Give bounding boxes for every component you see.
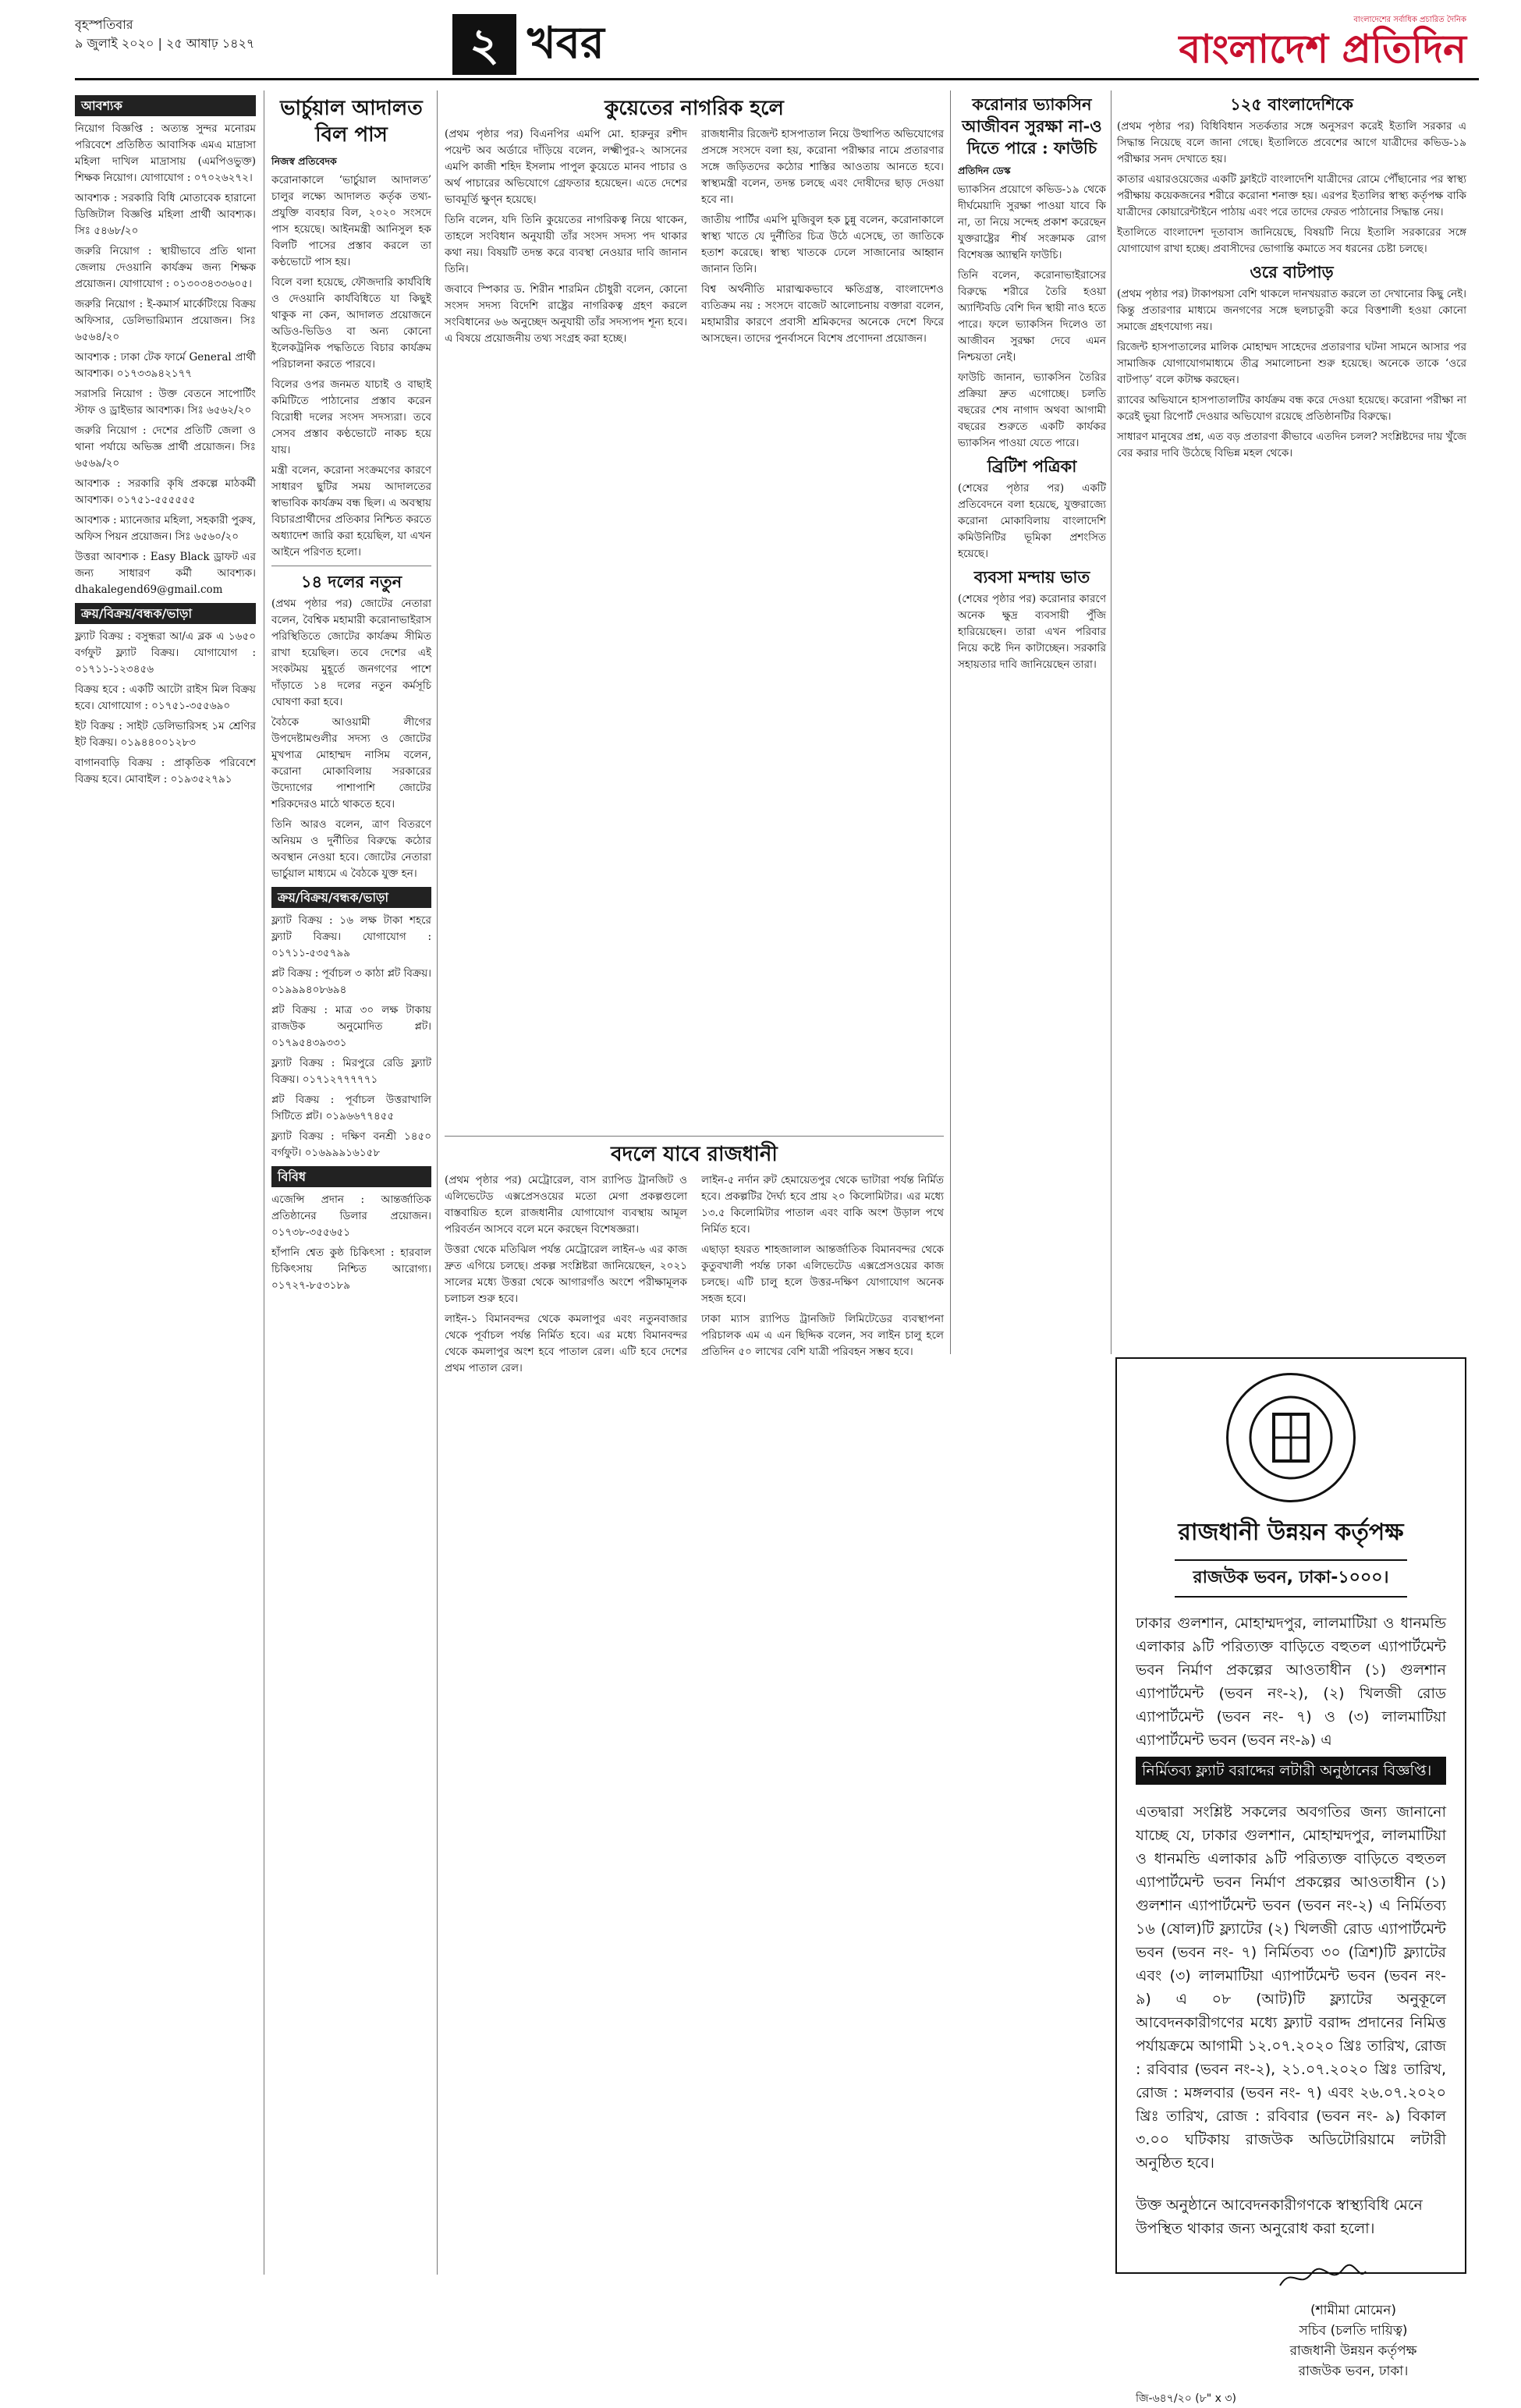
paragraph: রিজেন্ট হাসপাতালের মালিক মোহাম্মদ সাহেদের প্রতারণার ঘটনা সামনে আসার পর সামাজিক যোগাযোগমাধ্যমে তীব্র সমালোচনা শুরু হয়েছে। অনেকে তাকে ‘ওরে বাটপাড়’ বলে কটাক্ষ করছেন। [1117, 341, 1466, 386]
signer-title: সচিব (চলতি দায়িত্ব) [1299, 2323, 1408, 2339]
column-divider [437, 90, 438, 2275]
classified-item: ফ্ল্যাট বিক্রয় : মিরপুরে রেডি ফ্ল্যাট বিক্রয়। ০১৭১২৭৭৭৭৭১ [271, 1057, 431, 1086]
classifieds-2-title: ক্রয়/বিক্রয়/বন্ধক/ভাড়া [271, 887, 431, 908]
paragraph: করোনাকালে ‘ভার্চুয়াল আদালত’ চালুর লক্ষ্যে আদালত কর্তৃক তথ্য-প্রযুক্তি ব্যবহার বিল, ২০২০ সংসদে পাস হয়েছে। আইনমন্ত্রী আনিসুল হক বিলটি পাসের প্রস্তাব করলে তা কণ্ঠভোটে পাস হয়। [271, 174, 431, 268]
paragraph: বিলের ওপর জনমত যাচাই ও বাছাই কমিটিতে পাঠানোর প্রস্তাব করেন বিরোধী দলের সংসদ সদস্যরা। তবে সেসব প্রস্তাব কণ্ঠভোটে নাকচ হয়ে যায়। [271, 378, 431, 456]
ad-signer [1260, 2300, 1446, 2381]
virtual-court-byline: নিজস্ব প্রতিবেদক [271, 155, 337, 167]
masthead-date [75, 16, 254, 53]
paragraph: কাতার এয়ারওয়েজের একটি ফ্লাইটে বাংলাদেশি যাত্রীদের রোমে পৌঁছানোর পর স্বাস্থ্য পরীক্ষায় কয়েকজনের শরীরে করোনা শনাক্ত হয়। এরপর ইতালির স্বাস্থ্য কর্তৃপক্ষ বাকি যাত্রীদের কোয়ারেন্টাইনে পাঠায় এবং পরে তাদের ফেরত পাঠানোর সিদ্ধান্ত নেয়। [1117, 173, 1466, 218]
classified-item: প্লট বিক্রয় : মাত্র ৩০ লক্ষ টাকায় রাজউক অনুমোদিত প্লট। ০১৭৯৫৪৩৯৩৩১ [271, 1004, 431, 1049]
ad-ref: জি-৬৪৭/২০ (৮" x ৩) [1136, 2392, 1236, 2405]
paragraph: (প্রথম পৃষ্ঠার পর) জোটের নেতারা বলেন, বৈশ্বিক মহামারী করোনাভাইরাস পরিস্থিতিতে জোটের কার্যক্রম সীমিত রাখা হয়েছিল। তবে দেশের এই সংকটময় মুহূর্তে জনগণের পাশে দাঁড়াতে ১৪ দলের নতুন কর্মসূচি ঘোষণা করা হবে। [271, 598, 431, 708]
signer-name: (শামীমা মোমেন) [1310, 2303, 1396, 2318]
section-title: খবর [527, 17, 604, 69]
paragraph: বিশ্ব অর্থনীতি মারাত্মকভাবে ক্ষতিগ্রস্ত, বাংলাদেশও ব্যতিক্রম নয় : সংসদে বাজেট আলোচনায় বক্তারা বলেন, মহামারীর কারণে প্রবাসী শ্রমিকদের অনেকে দেশে ফিরে আসছেন। তাদের পুনর্বাসনে বিশেষ প্রণোদনা প্রয়োজন। [701, 283, 944, 345]
vaccine-title: করোনার ভ্যাকসিন আজীবন সুরক্ষা না-ও দিতে পারে : ফাউচি [962, 94, 1102, 158]
paragraph: এছাড়া হযরত শাহজালাল আন্তর্জাতিক বিমানবন্দর থেকে কুতুবখালী পর্যন্ত ঢাকা এলিভেটেড এক্সপ্রেসওয়ের কাজ চলছে। এটি চালু হলে উত্তর-দক্ষিণ যোগাযোগ অনেক সহজ হবে। [701, 1243, 944, 1305]
classified-item: হাঁপানি শ্বেত কুষ্ঠ চিকিৎসা : হারবাল চিকিৎসায় নিশ্চিত আরোগ্য। ০১৭২৭-৮৫৩১৮৯ [271, 1247, 431, 1292]
misc-list [271, 1192, 431, 1294]
paragraph: (শেষের পৃষ্ঠার পর) করোনার কারণে অনেক ক্ষুদ্র ব্যবসায়ী পুঁজি হারিয়েছেন। তারা এখন পরিবার নিয়ে কষ্টে দিন কাটাচ্ছেন। সরকারি সহায়তার দাবি জানিয়েছেন তারা। [958, 593, 1106, 671]
classified-item: ফ্ল্যাট বিক্রয় : ১৬ লক্ষ টাকা শহরে ফ্ল্যাট বিক্রয়। যোগাযোগ : ০১৭১১-৫৩৫৭৯৯ [271, 914, 431, 959]
classified-item: বাগানবাড়ি বিক্রয় : প্রাকৃতিক পরিবেশে বিক্রয় হবে। মোবাইল : ০১৯৩৫২৭৯১ [75, 757, 256, 786]
paragraph: (প্রথম পৃষ্ঠার পর) বিধিবিধান সতর্কতার সঙ্গে অনুসরণ করেই ইতালি সরকার এ সিদ্ধান্ত নিয়েছে বলে জানা গেছে। ইতালিতে প্রবেশের আগে যাত্রীদের কভিড-১৯ পরীক্ষার সনদ দেখাতে হয়। [1117, 120, 1466, 165]
classified-item: আবশ্যক : সরকারি কৃষি প্রকল্পে মাঠকর্মী আবশ্যক। ০১৭৫১-৫৫৫৫৫৫ [75, 477, 256, 506]
page-number: ২ [452, 14, 516, 75]
ad-org: রাজধানী উন্নয়ন কর্তৃপক্ষ [1178, 1519, 1404, 1546]
brand [1179, 14, 1466, 71]
paragraph: (শেষের পৃষ্ঠার পর) একটি প্রতিবেদনে বলা হয়েছে, যুক্তরাজ্যে করোনা মোকাবিলায় বাংলাদেশি কমিউনিটির ভূমিকা প্রশংসিত হয়েছে। [958, 482, 1106, 560]
classifieds-list-1 [75, 121, 256, 598]
ad-band: নির্মিতব্য ফ্ল্যাট বরাদ্দের লটারী অনুষ্ঠানের বিজ্ঞপ্তি। [1136, 1757, 1446, 1785]
rajuk-logo-icon [1226, 1373, 1356, 1502]
paragraph: (প্রথম পৃষ্ঠার পর) বিএনপির এমপি মো. হারুনুর রশীদ পয়েন্ট অব অর্ডারে দাঁড়িয়ে বলেন, লক্ষ্মীপুর-২ আসনের এমপি কাজী শহিদ ইসলাম পাপুল কুয়েতে মানব পাচার ও অর্থ পাচারের অভিযোগে গ্রেফতার হয়েছেন। এতে দেশের ভাবমূর্তি ক্ষুণ্ন হয়েছে। [445, 128, 687, 206]
bangladeshi-story [1117, 90, 1466, 1339]
ad-address: রাজউক ভবন, ঢাকা-১০০০। [1175, 1559, 1407, 1598]
capital-story [445, 1131, 944, 2270]
paragraph: (প্রথম পৃষ্ঠার পর) টাকাপয়সা বেশি থাকলে দানখয়রাত করলে তা দেখানোর কিছু নেই। কিন্তু প্রতারণার মাধ্যমে জনগণের সঙ্গে ছলচাতুরী করে বিত্তশালী হওয়া কোনো সমাজে গ্রহণযোগ্য নয়। [1117, 288, 1466, 333]
paragraph: লাইন-১ বিমানবন্দর থেকে কমলাপুর এবং নতুনবাজার থেকে পূর্বাচল পর্যন্ত নির্মিত হবে। এর মধ্যে বিমানবন্দর থেকে কমলাপুর অংশ হবে পাতাল রেল। এটি হবে দেশের প্রথম পাতাল রেল। [445, 1313, 687, 1374]
classified-item: নিয়োগ বিজ্ঞপ্তি : অত্যন্ত সুন্দর মনোরম পরিবেশে প্রতিষ্ঠিত আবাসিক এমএ মাদ্রাসা মহিলা দাখিল মাদ্রাসায় (এমপিওভুক্ত) শিক্ষক নিয়োগ। যোগাযোগ : ০৭০২৬২৭২। [75, 122, 256, 184]
signer-org: রাজধানী উন্নয়ন কর্তৃপক্ষ [1289, 2343, 1417, 2359]
classified-item: প্লট বিক্রয় : পূর্বাচল ৩ কাঠা প্লট বিক্রয়। ০১৯৯৯৪০৮৬৯৪ [271, 967, 431, 996]
virtual-court-body [271, 172, 431, 561]
business-title: ব্যবসা মন্দায় ভাত [973, 567, 1090, 587]
classified-item: এজেন্সি প্রদান : আন্তর্জাতিক প্রতিষ্ঠানের ডিলার প্রয়োজন। ০১৭৩৮-৩৫৫৬৫১ [271, 1193, 431, 1239]
classified-item: বিক্রয় হবে : একটি আটো রাইস মিল বিক্রয় হবে। যোগাযোগ : ০১৭৫১-৩৫৫৬৯০ [75, 683, 256, 712]
paragraph: ঢাকা ম্যাস র‌্যাপিড ট্রানজিট লিমিটেডের ব্যবস্থাপনা পরিচালক এম এ এন ছিদ্দিক বলেন, সব লাইন চালু হলে প্রতিদিন ৫০ লাখের বেশি যাত্রী পরিবহন সম্ভব হবে। [701, 1313, 944, 1358]
capital-title: বদলে যাবে রাজধানী [611, 1143, 778, 1166]
masthead-date-text: ৯ জুলাই ২০২০ | ২৫ আষাঢ় ১৪২৭ [75, 36, 255, 51]
paragraph: তিনি বলেন, করোনাভাইরাসের বিরুদ্ধে শরীরে তৈরি হওয়া অ্যান্টিবডি বেশি দিন স্থায়ী নাও হতে পারে। ফলে ভ্যাকসিন দিলেও তা আজীবন সুরক্ষা দেবে এমন নিশ্চয়তা নেই। [958, 269, 1106, 364]
signer-addr: রাজউক ভবন, ঢাকা। [1298, 2364, 1409, 2379]
paragraph: ফাউচি জানান, ভ্যাকসিন তৈরির প্রক্রিয়া দ্রুত এগোচ্ছে। চলতি বছরের শেষ নাগাদ অথবা আগামী বছরের শুরুতে একটি কার্যকর ভ্যাকসিন পাওয়া যেতে পারে। [958, 371, 1106, 449]
paragraph: তিনি আরও বলেন, ত্রাণ বিতরণে অনিয়ম ও দুর্নীতির বিরুদ্ধে কঠোর অবস্থান নেওয়া হবে। জোটের নেতারা ভার্চুয়াল মাধ্যমে এ বৈঠকে যুক্ত হন। [271, 818, 431, 880]
paragraph: তিনি বলেন, যদি তিনি কুয়েতের নাগরিকত্ব নিয়ে থাকেন, তাহলে সংবিধান অনুযায়ী তাঁর সংসদ সদস্য পদ থাকার কথা নয়। বিষয়টি তদন্ত করে ব্যবস্থা নেওয়ার দাবি জানান তিনি। [445, 214, 687, 275]
paragraph: সাধারণ মানুষের প্রশ্ন, এত বড় প্রতারণা কীভাবে এতদিন চলল? সংশ্লিষ্টদের দায় খুঁজে বের করার দাবি উঠেছে বিভিন্ন মহল থেকে। [1117, 431, 1466, 459]
business-body [958, 591, 1106, 673]
fourteen-party-body [271, 596, 431, 882]
fourteen-party-title: ১৪ দলের নতুন [300, 572, 402, 591]
classified-item: উত্তরা আবশ্যক : Easy Black ড্রাফট এর জন্য সাধারণ কর্মী আবশ্যক। dhakalegend69@gmail.com [75, 551, 256, 596]
paragraph: মন্ত্রী বলেন, করোনা সংক্রমণের কারণে সাধারণ ছুটির সময় আদালতের স্বাভাবিক কার্যক্রম বন্ধ ছিল। এ অবস্থায় বিচারপ্রার্থীদের প্রতিকার নিশ্চিত করতে অধ্যাদেশ জারি করা হয়েছিল, যা এখন আইনে পরিণত হলো। [271, 464, 431, 559]
vaccine-byline: প্রতিদিন ডেস্ক [958, 165, 1011, 176]
classified-item: জরুরি নিয়োগ : ই-কমার্স মার্কেটিংয়ে বিক্রয় অফিসার, ডেলিভারিম্যান প্রয়োজন। সিঃ ৬৫৬৪/২০ [75, 298, 256, 343]
ad-body: এতদ্বারা সংশ্লিষ্ট সকলের অবগতির জন্য জানানো যাচ্ছে যে, ঢাকার গুলশান, মোহাম্মদপুর, লালমাটিয়া ও ধানমন্ডি এলাকার ৯টি পরিত্যক্ত বাড়িতে বহুতল এ্যাপার্টমেন্ট ভবন নির্মাণ প্রকল্পের আওতাধীন (১) গুলশান এ্যাপার্টমেন্ট ভবন (ভবন নং-২) এ নির্মিতব্য ১৬ (ষোল)টি ফ্ল্যাটের (২) খিলজী রোড এ্যাপার্টমেন্ট ভবন (ভবন নং- ৭) নির্মিতব্য ৩০ (ত্রিশ)টি ফ্ল্যাটের এবং (৩) লালমাটিয়া এ্যাপার্টমেন্ট ভবন (ভবন নং- ৯) এ ০৮ (আট)টি ফ্ল্যাটের অনুকূলে আবেদনকারীগণের মধ্যে ফ্ল্যাট বরাদ্দ প্রদানের নিমিত্ত পর্যায়ক্রমে আগামী ১২.০৭.২০২০ খ্রিঃ তারিখ, রোজ : রবিবার (ভবন নং-২), ২১.০৭.২০২০ খ্রিঃ তারিখ, রোজ : মঙ্গলবার (ভবন নং- ৭) এবং ২৬.০৭.২০২০ খ্রিঃ তারিখ, রোজ : রবিবার (ভবন নং- ৯) বিকাল ৩.০০ ঘটিকায় রাজউক অডিটোরিয়ামে লটারী অনুষ্ঠিত হবে। [1136, 1803, 1446, 2172]
signature-icon [1276, 2262, 1446, 2300]
classifieds-column [75, 90, 256, 2275]
bangladeshi-title: ১২৫ বাংলাদেশিকে [1230, 94, 1353, 114]
paragraph: র‌্যাবের অভিযানে হাসপাতালটির কার্যক্রম বন্ধ করে দেওয়া হয়েছে। করোনা পরীক্ষা না করেই ভুয়া রিপোর্ট দেওয়ার অভিযোগ রয়েছে প্রতিষ্ঠানটির বিরুদ্ধে। [1117, 394, 1466, 423]
capital-body [445, 1172, 944, 1377]
vaccine-body [958, 182, 1106, 452]
british-paper-body [958, 481, 1106, 562]
paragraph: ভ্যাকসিন প্রয়োগে কভিড-১৯ থেকে দীর্ঘমেয়াদি সুরক্ষা পাওয়া যাবে কি না, তা নিয়ে সন্দেহ প্রকাশ করেছেন যুক্তরাষ্ট্রের শীর্ষ সংক্রামক রোগ বিশেষজ্ঞ অ্যান্থনি ফাউচি। [958, 183, 1106, 261]
cheat-title: ওরে বাটপাড় [1250, 262, 1334, 282]
masthead-weekday: বৃহস্পতিবার [75, 17, 133, 32]
ad-intro: ঢাকার গুলশান, মোহাম্মদপুর, লালমাটিয়া ও ধানমন্ডি এলাকার ৯টি পরিত্যক্ত বাড়িতে বহুতল এ্যাপার্টমেন্ট ভবন নির্মাণ প্রকল্পের আওতাধীন (১) গুলশান এ্যাপার্টমেন্ট (ভবন নং-২), (২) খিলজী রোড এ্যাপার্টমেন্ট (ভবন নং- ৭) ও (৩) লালমাটিয়া এ্যাপার্টমেন্ট ভবন (ভবন নং-৯) এ [1136, 1615, 1446, 1749]
vaccine-column [958, 90, 1106, 2275]
paragraph: বৈঠকে আওয়ামী লীগের উপদেষ্টামণ্ডলীর সদস্য ও জোটের মুখপাত্র মোহাম্মদ নাসিম বলেন, করোনা মোকাবিলায় সরকারের উদ্যোগের পাশাপাশি জোটের শরিকদেরও মাঠে থাকতে হবে। [271, 716, 431, 810]
divider [445, 1136, 944, 1137]
brand-name: বাংলাদেশ প্রতিদিন [1179, 26, 1466, 72]
kuwait-story [445, 90, 944, 1120]
column-2 [271, 90, 431, 2275]
classified-item: আবশ্যক : ঢাকা টেক ফার্মে General প্রার্থী আবশ্যক। ০১৭৩৩৯৪২১৭৭ [75, 351, 256, 380]
masthead-rule [75, 78, 1479, 80]
cheat-body [1117, 286, 1466, 462]
classified-item: ফ্ল্যাট বিক্রয় : বসুন্ধরা আ/এ ব্লক এ ১৬৫০ বর্গফুট ফ্ল্যাট বিক্রয়। যোগাযোগ : ০১৭১১-১২৩৪৫৬ [75, 630, 256, 676]
bangladeshi-body [1117, 119, 1466, 257]
paragraph: জাতীয় পার্টির এমপি মুজিবুল হক চুন্নু বলেন, করোনাকালে স্বাস্থ্য খাতে যে দুর্নীতির চিত্র উঠে এসেছে, তা জাতিকে হতাশ করেছে। স্বাস্থ্য খাতকে ঢেলে সাজানোর আহ্বান জানান তিনি। [701, 214, 944, 275]
classified-item: ইট বিক্রয় : সাইট ডেলিভারিসহ ১ম শ্রেণির ইট বিক্রয়। ০১৯৪৪০০১২৮৩ [75, 720, 256, 749]
brand-tagline: বাংলাদেশের সর্বাধিক প্রচারিত দৈনিক [1353, 16, 1466, 24]
classified-item: প্লট বিক্রয় : পূর্বাচল উত্তরাখালি সিটিতে প্লট। ০১৯৬৬৭৭৪৫৫ [271, 1094, 431, 1122]
virtual-court-title: ভার্চুয়াল আদালত বিল পাস [280, 97, 423, 147]
classified-item: আবশ্যক : সরকারি বিধি মোতাবেক হারানো ডিজিটাল বিজ্ঞপ্তি মহিলা প্রার্থী আবশ্যক। সিঃ ৫৪৬৮/২০ [75, 192, 256, 237]
kuwait-title: কুয়েতের নাগরিক হলে [604, 97, 784, 120]
classified-item: ফ্ল্যাট বিক্রয় : দক্ষিণ বনশ্রী ১৪৫০ বর্গফুট। ০১৬৯৯৯১৬১৫৮ [271, 1130, 431, 1159]
classified-item: জরুরি নিয়োগ : স্থায়ীভাবে প্রতি থানা জেলায় দেওয়ানি কার্যক্রম জন্য শিক্ষক প্রয়োজন। যোগাযোগ : ০১৩০৩৪৩৩৬০৫। [75, 245, 256, 290]
classifieds-title-2: ক্রয়/বিক্রয়/বন্ধক/ভাড়া [75, 603, 256, 624]
classifieds-2-list [271, 913, 431, 1161]
rajuk-advertisement [1115, 1357, 1466, 2405]
classifieds-title-1: আবশ্যক [75, 95, 256, 116]
classified-item: সরাসরি নিয়োগ : উক্ত বেতনে সাপোর্টিং স্টাফ ও ড্রাইভার আবশ্যক। সিঃ ৬৫৬২/২০ [75, 388, 256, 417]
paragraph: (প্রথম পৃষ্ঠার পর) মেট্রোরেল, বাস র‌্যাপিড ট্রানজিট ও এলিভেটেড এক্সপ্রেসওয়ের মতো মেগা প্রকল্পগুলো বাস্তবায়িত হলে রাজধানীর যোগাযোগ ব্যবস্থায় আমূল পরিবর্তন আসবে বলে মনে করছেন বিশেষজ্ঞরা। [445, 1174, 687, 1236]
paragraph: উত্তরা থেকে মতিঝিল পর্যন্ত মেট্রোরেল লাইন-৬ এর কাজ দ্রুত এগিয়ে চলছে। প্রকল্প সংশ্লিষ্টরা জানিয়েছেন, ২০২১ সালের মধ্যে উত্তরা থেকে আগারগাঁও অংশে পরীক্ষামূলক চলাচল শুরু হবে। [445, 1243, 687, 1305]
paragraph: বিলে বলা হয়েছে, ফৌজদারি কার্যবিধি ও দেওয়ানি কার্যবিধিতে যা কিছুই থাকুক না কেন, আদালত প্রয়োজনে অডিও-ভিডিও বা অন্য কোনো ইলেকট্রনিক পদ্ধতিতে বিচার কার্যক্রম পরিচালনা করতে পারবে। [271, 276, 431, 371]
ad-note: উক্ত অনুষ্ঠানে আবেদনকারীগণকে স্বাস্থ্যবিধি মেনে উপস্থিত থাকার জন্য অনুরোধ করা হলো। [1136, 2197, 1423, 2237]
british-paper-title: ব্রিটিশ পত্রিকা [987, 456, 1077, 476]
paragraph: ইতালিতে বাংলাদেশ দূতাবাস জানিয়েছে, বিষয়টি নিয়ে ইতালি সরকারের সঙ্গে যোগাযোগ রাখা হচ্ছে। প্রবাসীদের ভোগান্তি কমাতে সব ধরনের চেষ্টা চলছে। [1117, 226, 1466, 255]
kuwait-body [445, 126, 944, 351]
classifieds-list-2 [75, 629, 256, 788]
paragraph: জবাবে স্পিকার ড. শিরীন শারমিন চৌধুরী বলেন, কোনো সংসদ সদস্য বিদেশি রাষ্ট্রের নাগরিকত্ব গ্রহণ করলে সংবিধানের ৬৬ অনুচ্ছেদ অনুযায়ী তাঁর সদস্যপদ শূন্য হবে। এ বিষয়ে প্রয়োজনীয় তথ্য সংগ্রহ করা হচ্ছে। [445, 283, 687, 345]
paragraph: রাজধানীর রিজেন্ট হাসপাতাল নিয়ে উত্থাপিত অভিযোগের প্রসঙ্গে সংসদে বলা হয়, করোনা পরীক্ষার নামে প্রতারণার সঙ্গে জড়িতদের কঠোর শাস্তির আওতায় আনতে হবে। স্বাস্থ্যমন্ত্রী বলেন, তদন্ত চলছে এবং দোষীদের ছাড় দেওয়া হবে না। [701, 128, 944, 206]
column-divider [950, 90, 951, 1354]
classified-item: আবশ্যক : ম্যানেজার মহিলা, সহকারী পুরুষ, অফিস পিয়ন প্রয়োজন। সিঃ ৬৫৬০/২০ [75, 514, 256, 543]
misc-title: বিবিধ [271, 1166, 431, 1187]
paragraph: লাইন-৫ নর্দান রুট হেমায়েতপুর থেকে ভাটারা পর্যন্ত নির্মিত হবে। প্রকল্পটির দৈর্ঘ্য হবে প্রায় ২০ কিলোমিটার। এর মধ্যে ১৩.৫ কিলোমিটার পাতাল এবং বাকি অংশ উড়াল পথে নির্মিত হবে। [701, 1174, 944, 1236]
column-divider [1111, 90, 1112, 1354]
classified-item: জরুরি নিয়োগ : দেশের প্রতিটি জেলা ও থানা পর্যায়ে অভিজ্ঞ প্রার্থী প্রয়োজন। সিঃ ৬৫৬৯/২০ [75, 424, 256, 470]
